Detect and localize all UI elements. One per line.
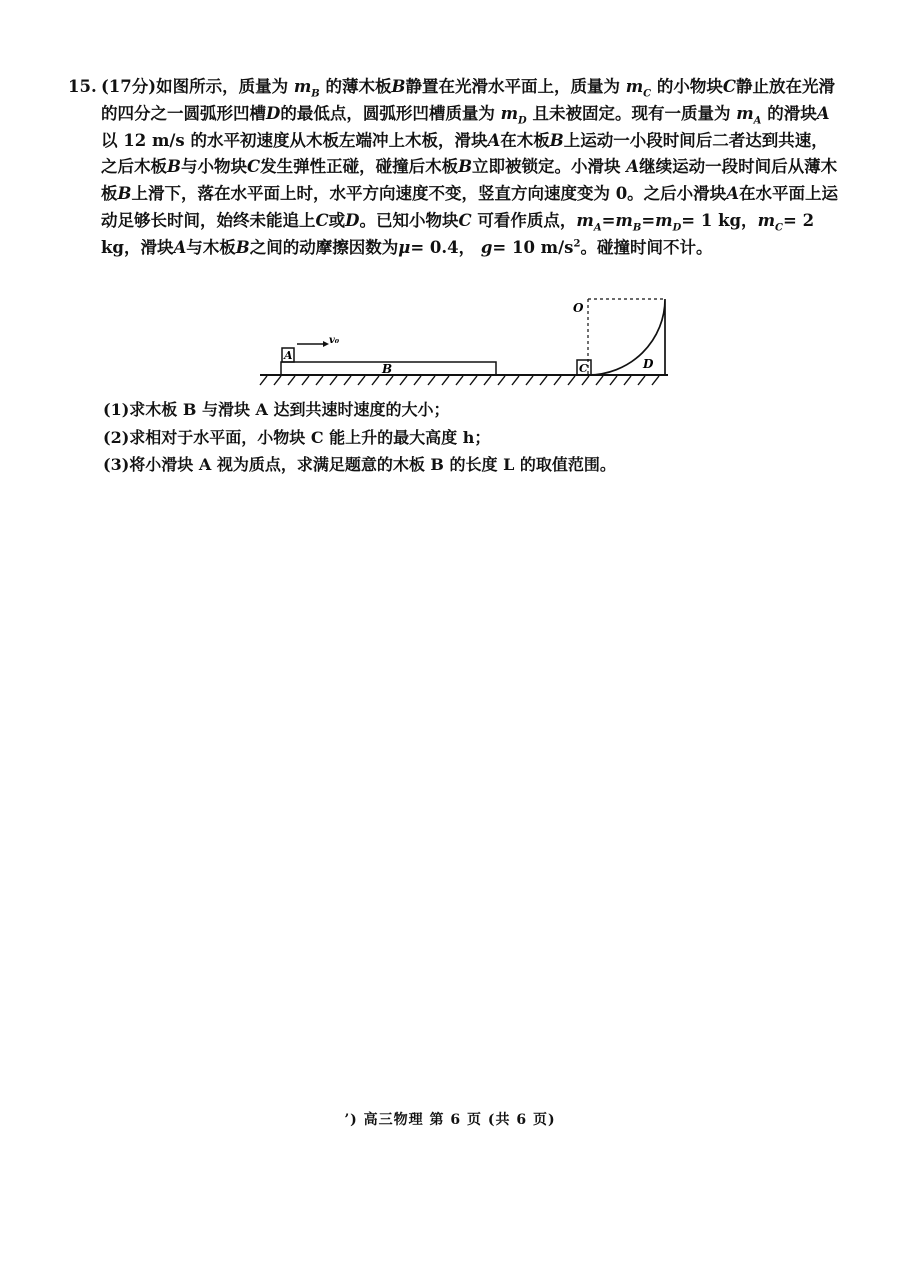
problem-statement: (17分)如图所示，质量为 $m_B$ 的薄木板B静置在光滑水平面上，质量为 $m_C$ 的小物块C静止放在光滑的四分之一圆弧形凹槽D的最低点，圆弧形凹槽质量为 $m_D$ 且未被固定。现有一质量为 $m_A$ 的滑块A以 12 m/s 的水平初速度从木板左端冲上木板，滑块A在木板B上运动一小段时间后二者达到共速，之后木板B与小物块C发生弹性正碰，碰撞后木板B立即被锁定。小滑块 A继续运动一段时间后从薄木板B上滑下，落在水平面上时，水平方向速度不变，竖直方向速度变为 0。之后小滑块A在水平面上运动足够长时间，始终未能追上C或D。已知小物块C 可看作质点，$m_A=m_B=m_D= 1$ kg，$m_C= 2$ kg，滑块A与木板B之间的动摩擦因数为μ= 0.4， g= 10 $m/s^2$。碰撞时间不计。	[101, 77, 838, 257]
page-footer: ’) 高三物理 第 6 页 (共 6 页)	[344, 1112, 556, 1128]
sub-questions	[103, 396, 843, 479]
label-o: O	[573, 301, 584, 315]
ground-hatching	[260, 376, 659, 385]
groove-d	[588, 299, 665, 375]
question-2: (2)求相对于水平面，小物块 C 能上升的最大高度 h；	[103, 427, 491, 447]
physics-figure	[255, 292, 685, 392]
problem-15	[68, 74, 838, 262]
question-3: (3)将小滑块 A 视为质点，求满足题意的木板 B 的长度 L 的取值范围。	[103, 455, 616, 474]
label-v0: v₀	[329, 335, 340, 346]
label-c: C	[579, 362, 588, 375]
label-b: B	[382, 362, 393, 376]
problem-number: 15.	[68, 77, 97, 96]
label-a: A	[284, 349, 293, 362]
label-d: D	[643, 357, 654, 371]
question-1: (1)求木板 B 与滑块 A 达到共速时速度的大小；	[103, 400, 450, 419]
